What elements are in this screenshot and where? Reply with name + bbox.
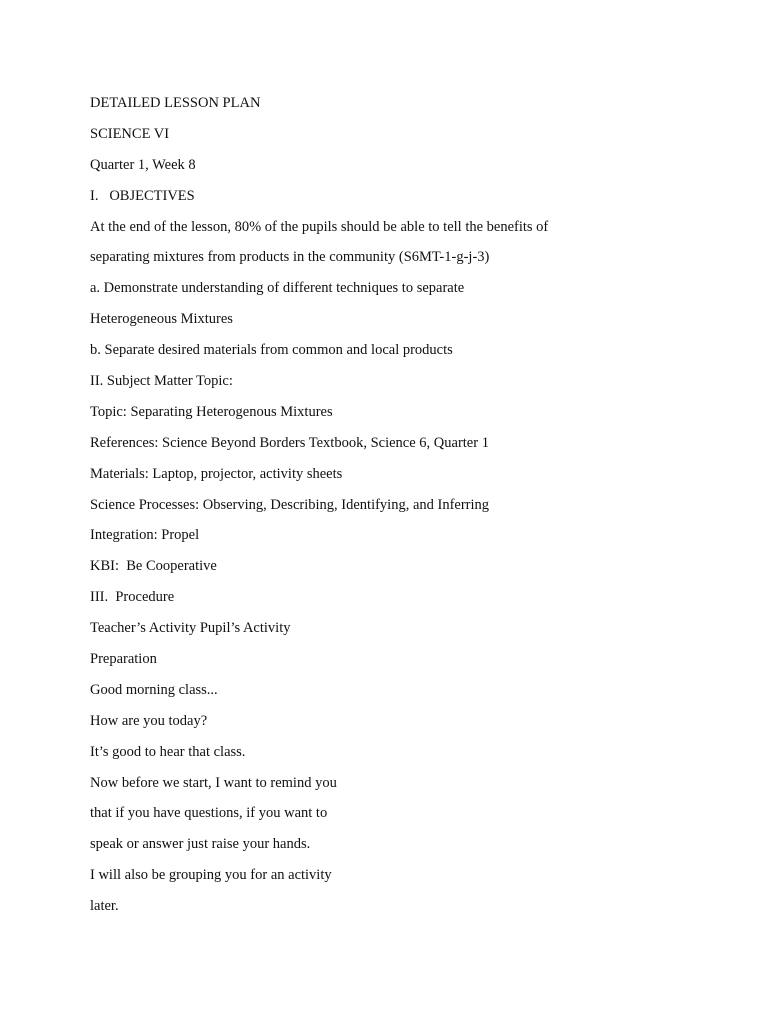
procedure-phase-label: Preparation [90, 651, 157, 668]
document-title: DETAILED LESSON PLAN [90, 95, 261, 111]
procedure-line: later. [90, 898, 119, 915]
section-heading-subject-matter: II. Subject Matter Topic: [90, 373, 233, 390]
subject-matter-line: Integration: Propel [90, 527, 200, 544]
procedure-line: Now before we start, I want to remind you [90, 774, 337, 791]
procedure-columns-header: Teacher’s Activity Pupil’s Activity [90, 620, 291, 637]
quarter-week: Quarter 1, Week 8 [90, 156, 196, 173]
objective-text: separating mixtures from products in the community (S6MT-1-g-j-3) [90, 249, 490, 266]
subject-matter-line: Materials: Laptop, projector, activity sheets [90, 465, 343, 482]
objective-text: At the end of the lesson, 80% of the pupils should be able to tell the benefits of [90, 218, 549, 235]
procedure-line: How are you today? [90, 712, 208, 729]
procedure-line: that if you have questions, if you want to [90, 805, 328, 822]
objective-item: a. Demonstrate understanding of different techniques to separate [90, 280, 465, 297]
document-body [90, 88, 710, 922]
objective-item: Heterogeneous Mixtures [90, 311, 233, 328]
section-heading-objectives: I. OBJECTIVES [90, 187, 195, 204]
procedure-line: It’s good to hear that class. [90, 743, 246, 760]
subject-matter-line: Science Processes: Observing, Describing, Identifying, and Inferring [90, 496, 490, 513]
objective-item: b. Separate desired materials from common and local products [90, 342, 453, 359]
procedure-line: I will also be grouping you for an activity [90, 867, 332, 884]
subject-matter-line: KBI: Be Cooperative [90, 558, 217, 575]
subject-matter-line: References: Science Beyond Borders Textbook, Science 6, Quarter 1 [90, 434, 489, 451]
procedure-line: Good morning class... [90, 681, 218, 698]
procedure-line: speak or answer just raise your hands. [90, 836, 311, 853]
subject-matter-line: Topic: Separating Heterogenous Mixtures [90, 403, 333, 420]
subject-heading: SCIENCE VI [90, 125, 170, 142]
section-heading-procedure: III. Procedure [90, 589, 175, 606]
